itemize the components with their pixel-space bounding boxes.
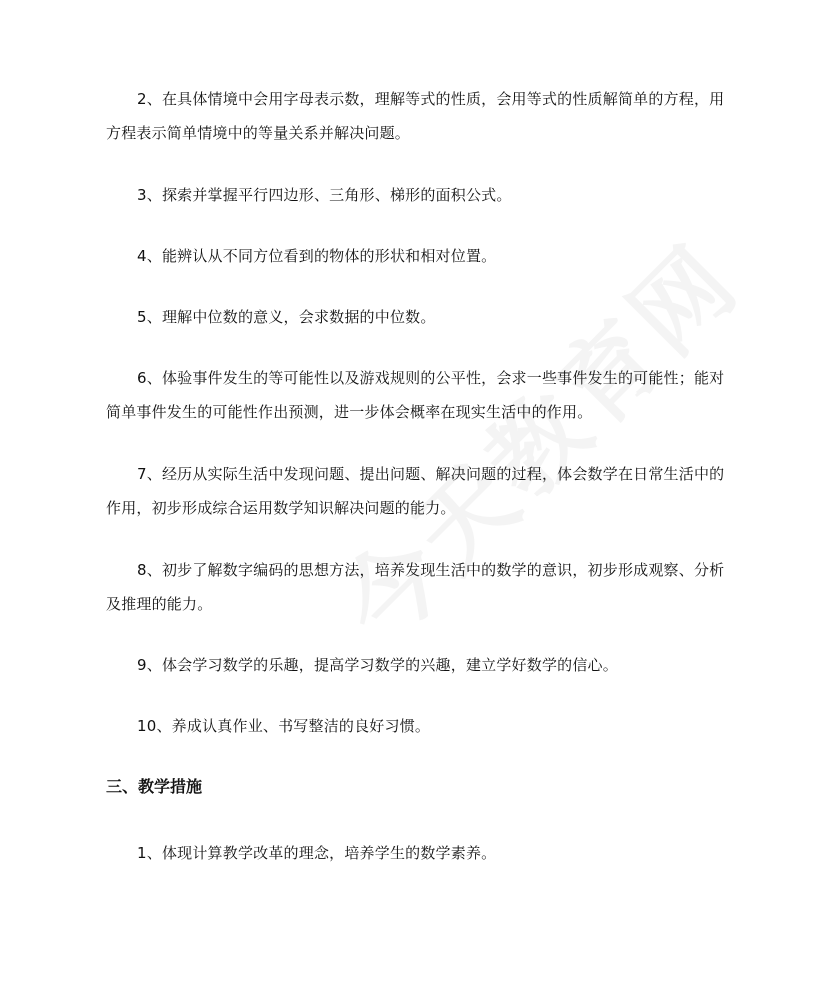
objective-item-10: 10、养成认真作业、书写整洁的良好习惯。 (137, 717, 431, 735)
objective-item-2: 2、在具体情境中会用字母表示数，理解等式的性质，会用等式的性质解简单的方程，用方程表示简单情境中的等量关系并解决问题。 (106, 90, 725, 142)
objective-item-5: 5、理解中位数的意义，会求数据的中位数。 (137, 308, 436, 326)
objective-item-3: 3、探索并掌握平行四边形、三角形、梯形的面积公式。 (137, 186, 512, 204)
objective-item-7: 7、经历从实际生活中发现问题、提出问题、解决问题的过程，体会数学在日常生活中的作用，初步形成综合运用数学知识解决问题的能力。 (106, 465, 725, 517)
objective-item-4: 4、能辨认从不同方位看到的物体的形状和相对位置。 (137, 247, 497, 265)
objective-item-9: 9、体会学习数学的乐趣，提高学习数学的兴趣，建立学好数学的信心。 (137, 656, 618, 674)
measure-item-1: 1、体现计算教学改革的理念，培养学生的数学素养。 (137, 844, 497, 862)
objective-item-6: 6、体验事件发生的等可能性以及游戏规则的公平性，会求一些事件发生的可能性；能对简单事件发生的可能性作出预测，进一步体会概率在现实生活中的作用。 (106, 369, 725, 421)
objective-item-8: 8、初步了解数字编码的思想方法，培养发现生活中的数学的意识，初步形成观察、分析及推理的能力。 (106, 561, 725, 613)
section-heading-teaching-measures: 三、教学措施 (106, 777, 203, 796)
